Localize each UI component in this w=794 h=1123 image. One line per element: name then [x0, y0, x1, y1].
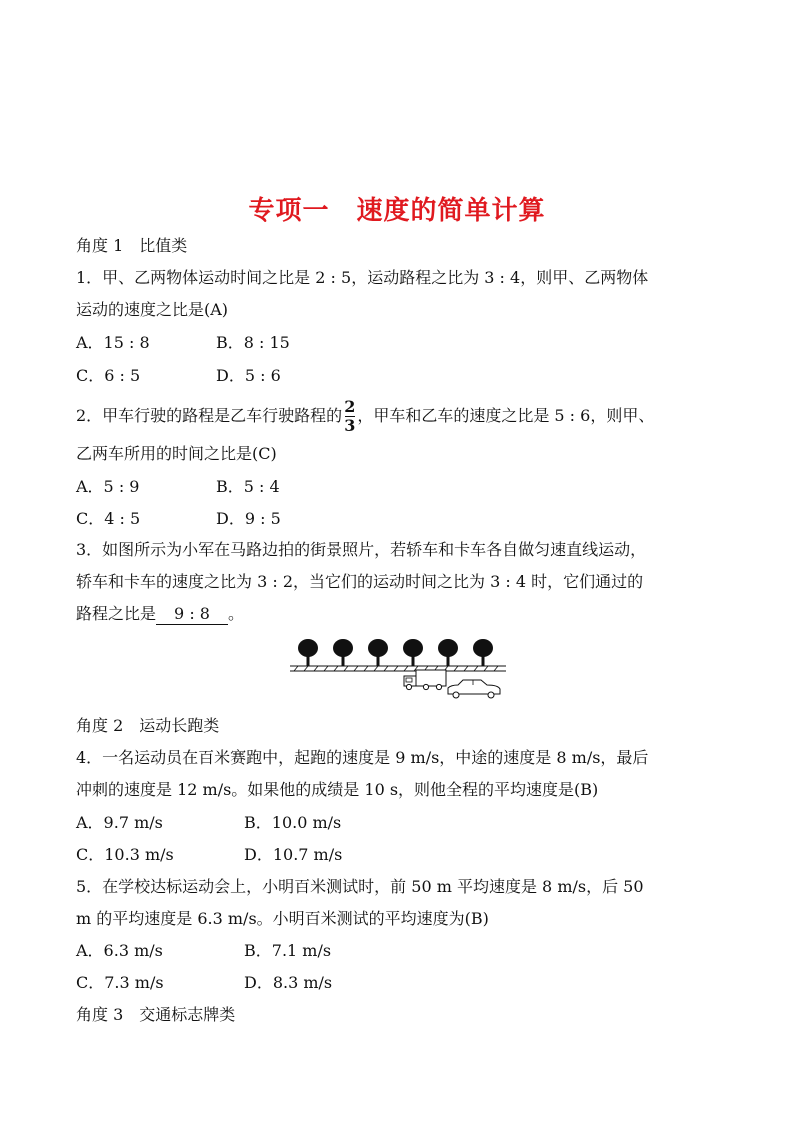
fraction-numerator: 2 — [344, 397, 356, 416]
q4-option-c: C．10.3 m/s — [76, 845, 174, 864]
street-scene-figure — [288, 636, 510, 702]
q5-option-c: C．7.3 m/s — [76, 973, 164, 992]
q4-option-b: B．10.0 m/s — [244, 813, 342, 832]
tree-icon — [473, 639, 493, 666]
q3-line-2: 轿车和卡车的速度之比为 3 : 2，当它们的运动时间之比为 3 : 4 时，它们通过的 — [76, 572, 644, 591]
tree-icon — [298, 639, 318, 666]
q5-line-1: 5．在学校达标运动会上，小明百米测试时，前 50 m 平均速度是 8 m/s，后 50 — [76, 877, 644, 896]
car-icon — [448, 680, 500, 698]
q5-option-d: D．8.3 m/s — [244, 973, 333, 992]
q3-text-prefix: 路程之比是 — [76, 604, 157, 623]
q2-line-2: 乙两车所用的时间之比是(C) — [76, 444, 277, 463]
q1-option-d: D．5 : 6 — [216, 366, 281, 385]
tree-icon — [368, 639, 388, 666]
q4-line-1: 4．一名运动员在百米赛跑中，起跑的速度是 9 m/s，中途的速度是 8 m/s，最后 — [76, 748, 649, 767]
q3-text-suffix: 。 — [228, 604, 245, 623]
page-title: 专项一 速度的简单计算 — [248, 196, 546, 226]
q2-option-d: D．9 : 5 — [216, 509, 281, 528]
curb-hatching — [294, 666, 498, 671]
q1-line-2: 运动的速度之比是(A) — [76, 300, 229, 319]
q4-option-a: A．9.7 m/s — [76, 813, 163, 832]
q2-option-a: A．5 : 9 — [76, 477, 140, 496]
tree-icon — [403, 639, 423, 666]
q4-line-2: 冲刺的速度是 12 m/s。如果他的成绩是 10 s，则他全程的平均速度是(B) — [76, 780, 599, 799]
q3-line-3 — [76, 604, 244, 625]
q3-line-1: 3．如图所示为小军在马路边拍的街景照片，若轿车和卡车各自做匀速直线运动， — [76, 540, 647, 559]
q2-option-b: B．5 : 4 — [216, 477, 280, 496]
q1-line-1: 1．甲、乙两物体运动时间之比是 2 : 5，运动路程之比为 3 : 4，则甲、乙两物体 — [76, 268, 649, 287]
tree-icon — [333, 639, 353, 666]
fraction-two-thirds — [344, 398, 355, 435]
tree-icon — [438, 639, 458, 666]
section-heading-2: 角度 2 运动长跑类 — [76, 716, 220, 735]
truck-icon — [404, 670, 446, 690]
q2-text-a: 2．甲车行驶的路程是乙车行驶路程的 — [76, 406, 343, 425]
q4-option-d: D．10.7 m/s — [244, 845, 343, 864]
q2-line-1 — [76, 398, 654, 435]
q5-option-a: A．6.3 m/s — [76, 941, 163, 960]
fraction-denominator: 3 — [344, 416, 356, 435]
q5-line-2: m 的平均速度是 6.3 m/s。小明百米测试的平均速度为(B) — [76, 909, 489, 928]
q1-option-b: B．8 : 15 — [216, 333, 290, 352]
section-heading-1: 角度 1 比值类 — [76, 236, 188, 255]
q1-option-c: C．6 : 5 — [76, 366, 141, 385]
section-heading-3: 角度 3 交通标志牌类 — [76, 1005, 236, 1024]
q5-option-b: B．7.1 m/s — [244, 941, 332, 960]
q3-answer-blank: 9 : 8 — [156, 604, 228, 625]
q2-text-b: ，甲车和乙车的速度之比是 5 : 6，则甲、 — [357, 406, 655, 425]
q2-option-c: C．4 : 5 — [76, 509, 141, 528]
q1-option-a: A．15 : 8 — [76, 333, 150, 352]
